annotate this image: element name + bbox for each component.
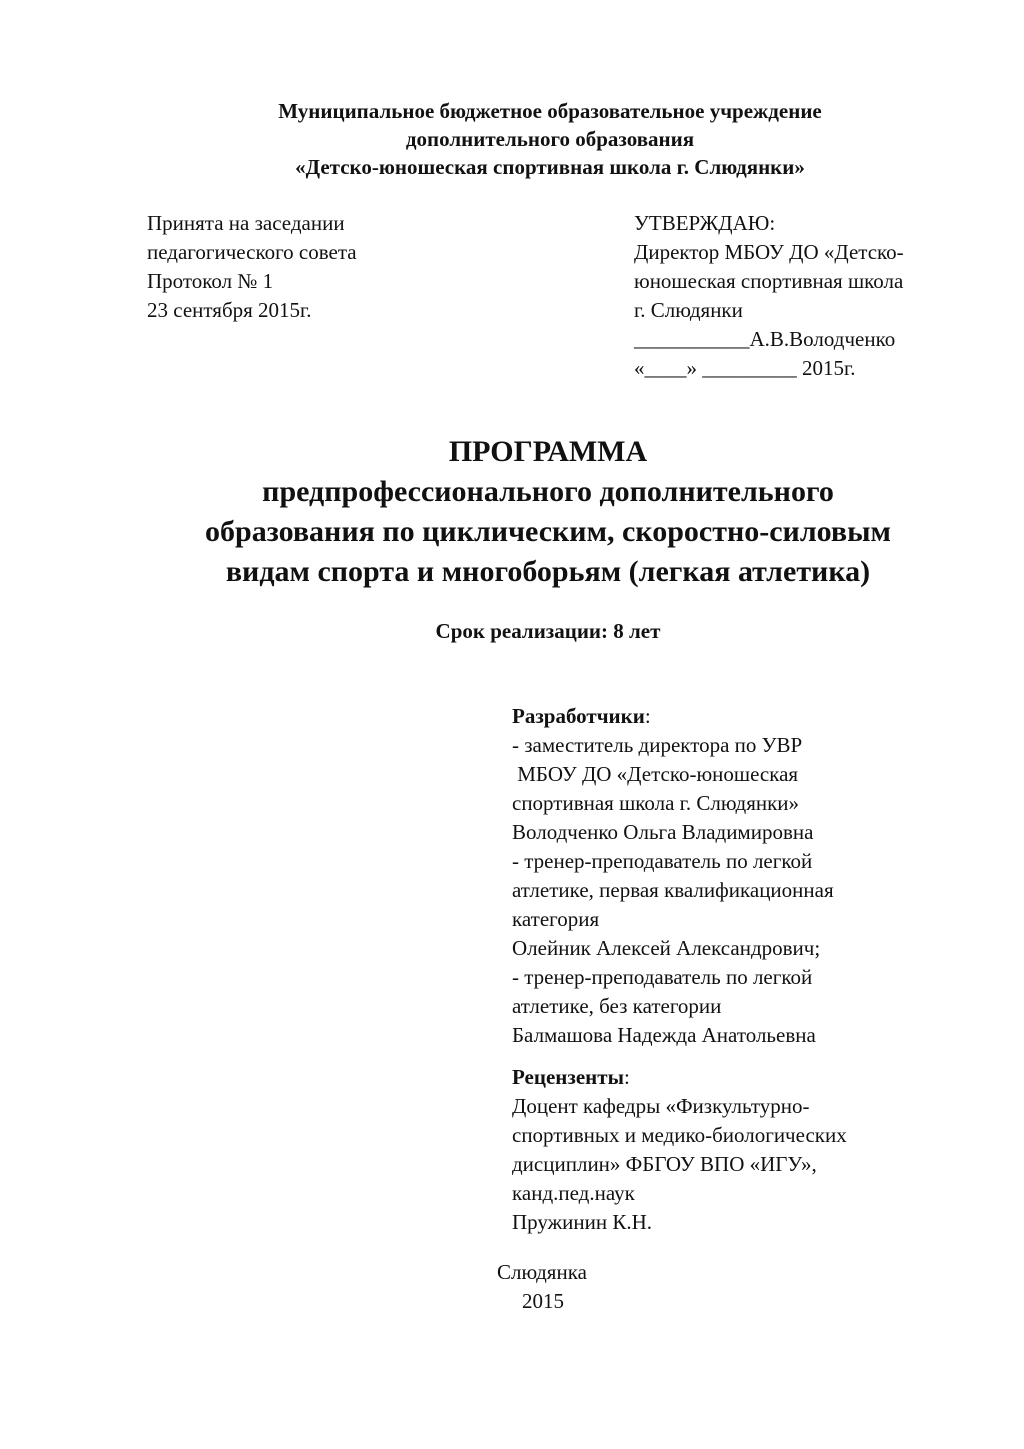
council-line-2: педагогического совета: [147, 240, 357, 264]
developer-line: категория: [512, 907, 600, 931]
reviewers-heading: [512, 1063, 847, 1092]
institution-header: [0, 97, 1024, 181]
approve-heading: УТВЕРЖДАЮ:: [634, 211, 776, 235]
reviewer-line: Доцент кафедры «Физкультурно-: [512, 1094, 810, 1118]
reviewer-line: Пружинин К.Н.: [512, 1210, 652, 1234]
reviewers-heading-text: Рецензенты: [512, 1065, 624, 1089]
reviewer-line: дисциплин» ФБГОУ ВПО «ИГУ»,: [512, 1152, 817, 1176]
developer-line: - тренер-преподаватель по легкой: [512, 849, 813, 873]
developer-line: атлетике, без категории: [512, 994, 722, 1018]
director-line-2: юношеская спортивная школа: [634, 269, 904, 293]
implementation-term: Срок реализации: 8 лет: [435, 619, 661, 643]
institution-line-2: дополнительного образования: [405, 127, 695, 151]
developer-line: - тренер-преподаватель по легкой: [512, 965, 813, 989]
program-subtitle-line-3: видам спорта и многоборьям (легкая атлетика): [225, 555, 871, 588]
developer-line: атлетике, первая квалификационная: [512, 878, 834, 902]
council-approval-block: [147, 209, 357, 325]
developer-line: спортивная школа г. Слюдянки»: [512, 791, 800, 815]
protocol-number: Протокол № 1: [147, 269, 274, 293]
program-title-block: [0, 432, 1024, 592]
approval-date-line: «____» _________ 2015г.: [634, 356, 856, 380]
developers-heading-text: Разработчики: [512, 704, 645, 728]
developers-block: [512, 702, 834, 1050]
program-subtitle-line-2: образования по циклическим, скоростно-силовым: [205, 515, 891, 548]
reviewer-line: спортивных и медико-биологических: [512, 1123, 847, 1147]
reviewer-line: канд.пед.наук: [512, 1181, 635, 1205]
developer-line: Балмашова Надежда Анатольевна: [512, 1023, 816, 1047]
developer-line: - заместитель директора по УВР: [512, 733, 803, 757]
program-title: ПРОГРАММА: [448, 435, 648, 468]
reviewers-block: [512, 1063, 847, 1237]
institution-line-3: «Детско-юношеская спортивная школа г. Слюдянки»: [295, 155, 805, 179]
reviewers-heading-colon: :: [623, 1065, 630, 1089]
program-subtitle-line-1: предпрофессионального дополнительного: [262, 475, 834, 508]
developers-heading-colon: :: [644, 704, 651, 728]
developer-line: МБОУ ДО «Детско-юношеская: [512, 762, 799, 786]
protocol-date: 23 сентября 2015г.: [147, 298, 312, 322]
institution-line-1: Муниципальное бюджетное образовательное учреждение: [278, 99, 822, 123]
director-line-1: Директор МБОУ ДО «Детско-: [634, 240, 904, 264]
council-line-1: Принята на заседании: [147, 211, 345, 235]
developers-heading: [512, 702, 834, 731]
footer-year: 2015: [522, 1289, 564, 1313]
developer-line: Олейник Алексей Александрович;: [512, 936, 821, 960]
director-line-3: г. Слюдянки: [634, 298, 743, 322]
director-signature-line: ___________А.В.Володченко: [634, 327, 896, 351]
footer-city: Слюдянка: [497, 1260, 587, 1284]
director-approval-block: [634, 209, 904, 383]
developer-line: Володченко Ольга Владимировна: [512, 820, 814, 844]
